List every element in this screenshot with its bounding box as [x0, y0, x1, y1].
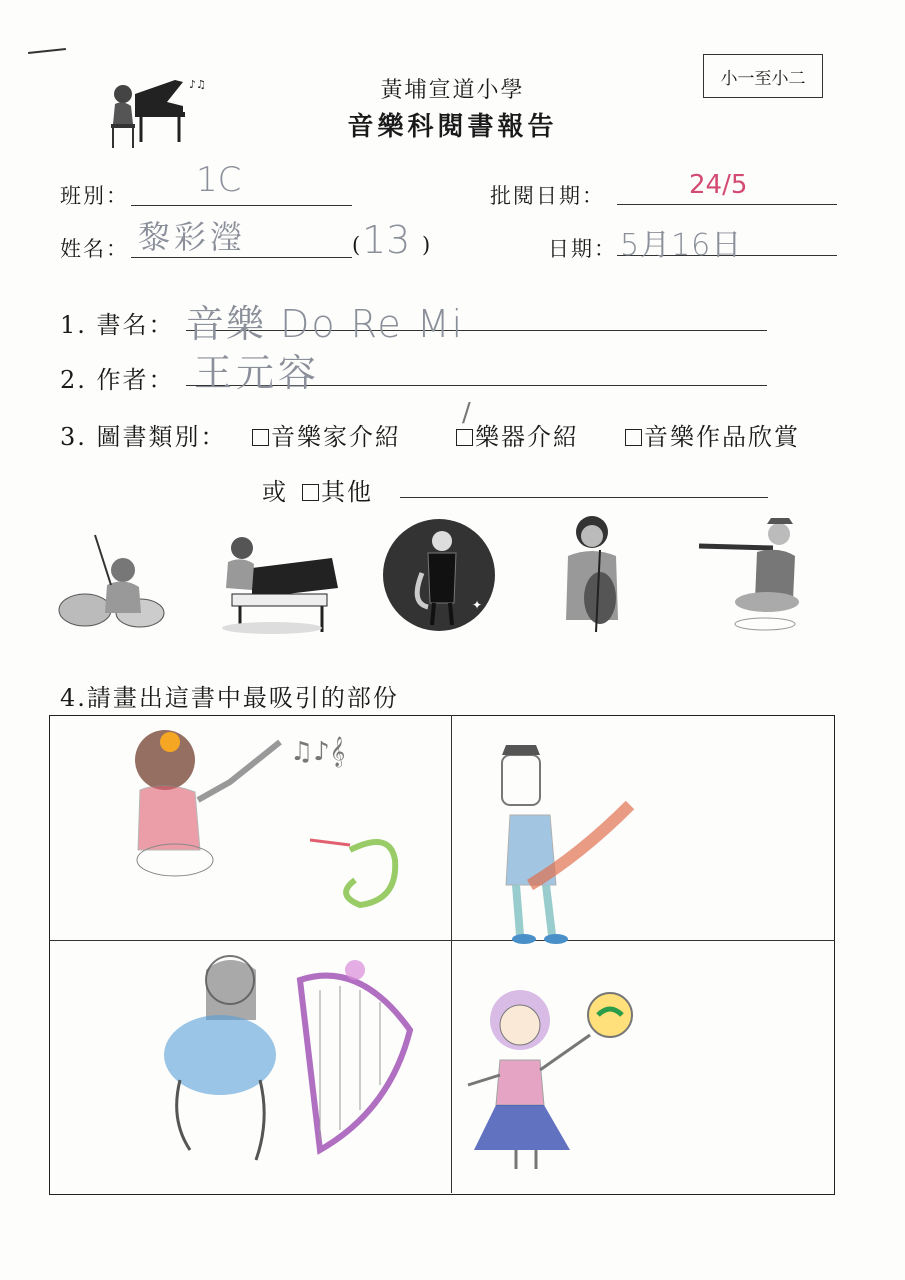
checkbox-appreciation[interactable] [625, 429, 642, 446]
saxophonist-clipart [380, 513, 498, 637]
category-option-appreciation[interactable] [625, 417, 800, 452]
category-option-musician[interactable] [252, 417, 401, 452]
svg-text:♫♪𝄞: ♫♪𝄞 [290, 737, 346, 767]
svg-text:♪♫: ♪♫ [189, 78, 206, 91]
question-3-label: 3. 圖書類別： [60, 423, 227, 451]
school-name: 黃埔宣道小學 [380, 78, 525, 103]
question-2-label: 2. 作者： [60, 366, 175, 394]
checkbox-musician[interactable] [252, 429, 269, 446]
category-option-instrument-label: 樂器介紹 [475, 423, 579, 451]
svg-text:✦: ✦ [472, 598, 483, 612]
checkbox-instrument[interactable] [456, 429, 473, 446]
student-number-open-paren: ( [352, 233, 363, 257]
child-drawing-flute-player [120, 720, 450, 934]
date-label: 日期： [548, 237, 617, 261]
svg-text:✦: ✦ [394, 523, 406, 539]
checkbox-instrument-tick-mark: / [462, 398, 471, 428]
drawing-area-horizontal-divider [49, 940, 835, 941]
category-or-label: 或 [262, 478, 288, 506]
pianist-clipart [212, 528, 342, 642]
class-label: 班別： [60, 184, 129, 208]
student-number-close-paren: ) [422, 233, 433, 257]
question-4-label: 4.請畫出這書中最吸引的部份 [60, 684, 399, 712]
category-option-other[interactable] [302, 472, 373, 507]
class-value: 1C [196, 160, 242, 200]
clarinetist-clipart [695, 512, 805, 638]
class-underline [131, 205, 352, 206]
child-drawing-tambourine-player [460, 985, 640, 1179]
student-number: 13 [362, 218, 411, 262]
date-value: 5月16日 [620, 228, 743, 263]
grade-level-box: 小一至小二 [703, 54, 823, 98]
category-option-appreciation-label: 音樂作品欣賞 [644, 423, 800, 451]
category-option-instrument[interactable] [456, 417, 579, 452]
name-value: 黎彩瀅 [138, 218, 247, 256]
report-title: 音樂科閱書報告 [347, 112, 558, 142]
review-date-label: 批閱日期： [490, 184, 605, 208]
other-underline [400, 497, 768, 498]
author-value: 王元容 [194, 351, 321, 395]
drawing-area-vertical-divider [451, 715, 452, 1193]
cellist-clipart [548, 510, 638, 639]
book-title-value: 音樂 Do Re Mi [186, 302, 465, 346]
drummer-clipart [55, 525, 170, 639]
category-option-musician-label: 音樂家介紹 [271, 423, 401, 451]
checkbox-other[interactable] [302, 484, 319, 501]
question-1-label: 1. 書名： [60, 311, 175, 339]
child-drawing-harp-player [160, 950, 430, 1179]
child-drawing-guitarist [490, 745, 650, 954]
stray-pen-mark [28, 48, 66, 54]
name-label: 姓名： [60, 237, 129, 261]
category-option-other-label: 其他 [321, 478, 373, 506]
review-date-underline [617, 204, 837, 205]
review-date-value: 24/5 [689, 170, 748, 200]
